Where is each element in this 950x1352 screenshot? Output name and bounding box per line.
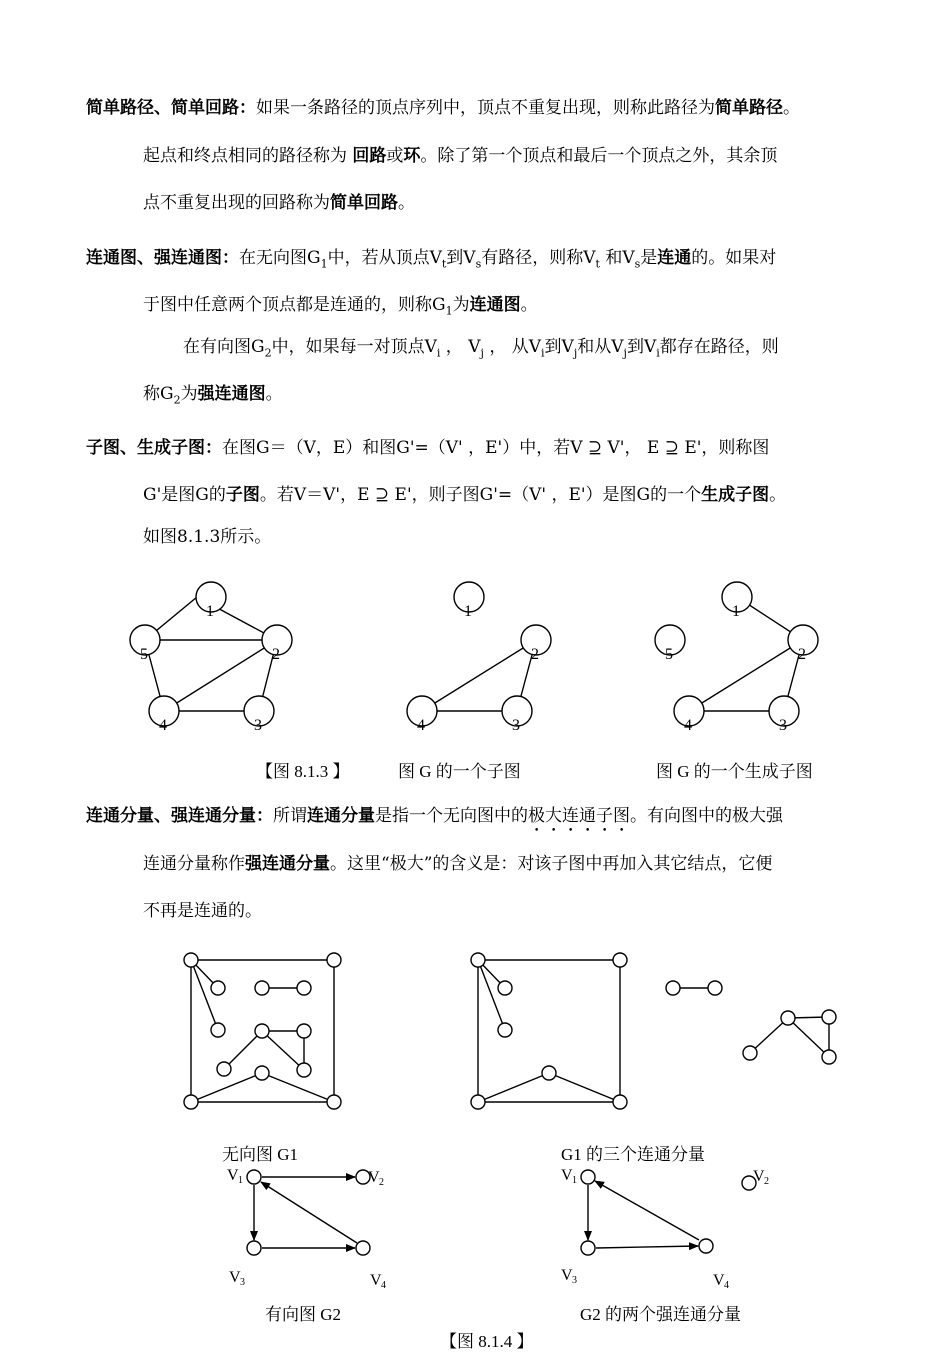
node [613,1095,627,1109]
node-label: 4 [417,717,425,734]
text: 称G [143,384,174,404]
text: 到V [446,248,476,268]
node [581,1241,595,1255]
sec1-text: 如果一条路径的顶点序列中，顶点不重复出现，则称此路径为 [256,98,715,118]
text: 和V [599,248,635,268]
sub: j [623,346,627,360]
punct: 。 [265,384,283,404]
node [498,981,512,995]
node [255,981,269,995]
sub: 2 [264,346,272,360]
node [211,981,225,995]
node-label: 2 [531,646,539,663]
node [247,1241,261,1255]
node [184,1095,198,1109]
g2-components [561,1167,769,1291]
node-label: 1 [464,603,472,620]
text: 。除了第一个顶点和最后一个顶点之外，其余顶 [420,146,778,166]
vertex-sub: 3 [240,1277,245,1288]
text: 到V [626,337,657,357]
node [613,953,627,967]
vertex-label-v1: V [227,1167,239,1184]
text: 到V [544,337,574,357]
edge [788,1018,829,1057]
node-label: 2 [272,646,280,663]
text: 的。如果对 [691,248,777,268]
sub: 1 [320,257,328,271]
text: 不再是连通的。 [143,901,262,921]
node [542,1066,556,1080]
node [743,1046,757,1060]
edge [262,1031,304,1070]
node-label: 1 [732,603,740,620]
vertex-label-v2: V [368,1169,380,1186]
term-ring: 环 [403,146,421,166]
edge [191,960,218,1030]
edge [262,1073,334,1102]
term-subgraph: 子图 [225,485,260,505]
term-connected-graph: 连通图 [469,295,521,315]
sec1-heading: 简单路径、简单回路： [86,98,256,118]
node-label: 3 [512,717,520,734]
graph-g2 [227,1167,386,1291]
vertex-sub: 2 [764,1176,769,1187]
node [297,981,311,995]
vertex-label-v2: V [753,1168,765,1185]
node-label: 4 [159,717,167,734]
text: 点不重复出现的回路称为 [143,193,330,213]
arc [596,1246,698,1248]
text: 所谓 [273,806,307,826]
text: 在无向图G [239,248,321,268]
node [211,1023,225,1037]
sub: t [441,257,447,271]
fig813-caption: 【图 8.1.3 】 [256,762,350,781]
text: 是 [640,248,658,268]
term-loop: 回路 [352,146,387,166]
node [471,953,485,967]
vertex-sub: 4 [724,1280,729,1291]
text: 起点和终点相同的路径称为 [143,146,353,166]
edge [478,960,505,1030]
graph-g1 [184,953,341,1109]
vertex-sub: 4 [381,1280,386,1291]
node [699,1239,713,1253]
node [356,1241,370,1255]
node-label: 1 [206,603,214,620]
text: 于图中任意两个顶点都是连通的，则称G [143,295,446,315]
term-connected: 连通 [657,248,692,268]
fig814-g1-caption: 无向图 G1 [222,1145,299,1164]
text: 在图G＝（V，E）和图G'=（V' ，E'）中，若V ⊇ V'， E ⊇ E'，则称图 [222,438,770,458]
node [822,1010,836,1024]
sub: 2 [173,393,181,407]
edge [549,1073,620,1102]
node [217,1062,231,1076]
node [327,1095,341,1109]
node [781,1011,795,1025]
sub: i [656,346,660,360]
g1-components [471,953,836,1109]
text: 有路径，则称V [481,248,596,268]
text: 或 [386,146,404,166]
fig814-g2-components-caption: G2 的两个强连通分量 [580,1305,742,1324]
text: 都存在路径，则 [659,337,779,357]
node [297,1024,311,1038]
node [708,981,722,995]
text: 是指一个无向图中的 [375,806,528,826]
fig814-g1-components-caption: G1 的三个连通分量 [561,1145,706,1164]
edge [224,1031,262,1069]
vertex-sub: 3 [572,1275,577,1286]
vertex-sub: 1 [572,1175,577,1186]
sub: t [595,257,600,271]
term-strongly-connected-graph: 强连通图 [197,384,266,404]
vertex-label-v1: V [561,1167,573,1184]
node [184,953,198,967]
fig814-g2-caption: 有向图 G2 [265,1305,342,1324]
node [581,1170,595,1184]
arc [595,1181,699,1240]
fig814-caption: 【图 8.1.4 】 [440,1332,534,1351]
punct: 。 [520,295,538,315]
sub: i [541,346,545,360]
sub: s [475,257,482,271]
edge [478,1073,549,1102]
vertex-label-v3: V [561,1267,573,1284]
term-spanning-subgraph: 生成子图 [701,485,770,505]
text: 中，若从顶点V [327,248,442,268]
vertex-label-v4: V [370,1272,382,1289]
punct: 。 [769,485,787,505]
text: 。这里“极大”的含义是：对该子图中再加入其它结点，它便 [330,854,773,874]
node-label: 3 [254,717,262,734]
text: 为 [180,384,198,404]
fig813-spanning-caption: 图 G 的一个生成子图 [656,762,813,781]
text: 和从V [577,337,624,357]
node [327,953,341,967]
term-connected-component: 连通分量 [307,806,375,826]
text: G'是图G的 [143,485,226,505]
node [498,1023,512,1037]
text: 为 [452,295,470,315]
term-strongly-connected-component: 强连通分量 [245,854,330,874]
vertex-sub: 1 [238,1175,243,1186]
punct: 。 [783,98,800,118]
text: ， 从V [483,337,542,357]
sub: j [573,346,578,360]
node [255,1024,269,1038]
vertex-sub: 2 [379,1177,384,1188]
emphasized-text: 极大连通子图 [528,806,630,826]
text: 中，如果每一对顶点V [271,337,437,357]
text: 。有向图中的极大强 [630,806,783,826]
node [255,1066,269,1080]
sec3-heading: 子图、生成子图： [86,438,222,458]
term-simple-path: 简单路径 [715,98,783,118]
sec4-heading: 连通分量、强连通分量： [86,806,273,826]
node [822,1050,836,1064]
sec2-heading: 连通图、强连通图： [86,248,239,268]
text: 。若V＝V'，E ⊇ E'，则子图G'=（V' ，E'）是图G的一个 [259,485,702,505]
edge [191,1073,262,1102]
sub: j [480,346,484,360]
punct: 。 [398,193,415,213]
text: ， V [440,337,481,357]
node-label: 4 [684,717,692,734]
sub: s [634,257,641,271]
term-simple-cycle: 简单回路 [330,193,398,213]
fig813-subgraph-caption: 图 G 的一个子图 [398,762,521,781]
node-label: 2 [798,646,806,663]
edge [750,1018,788,1053]
text: 在有向图G [183,337,265,357]
sub: i [436,346,441,360]
node [666,981,680,995]
node-label: 5 [665,646,673,663]
node-label: 5 [140,646,148,663]
sub: 1 [445,304,453,318]
node-label: 3 [779,717,787,734]
vertex-label-v3: V [229,1269,241,1286]
node [297,1063,311,1077]
vertex-label-v4: V [713,1272,725,1289]
text: 连通分量称作 [143,854,245,874]
arc [261,1182,357,1243]
text: 如图8.1.3所示。 [143,527,272,547]
node [471,1095,485,1109]
node [247,1170,261,1184]
